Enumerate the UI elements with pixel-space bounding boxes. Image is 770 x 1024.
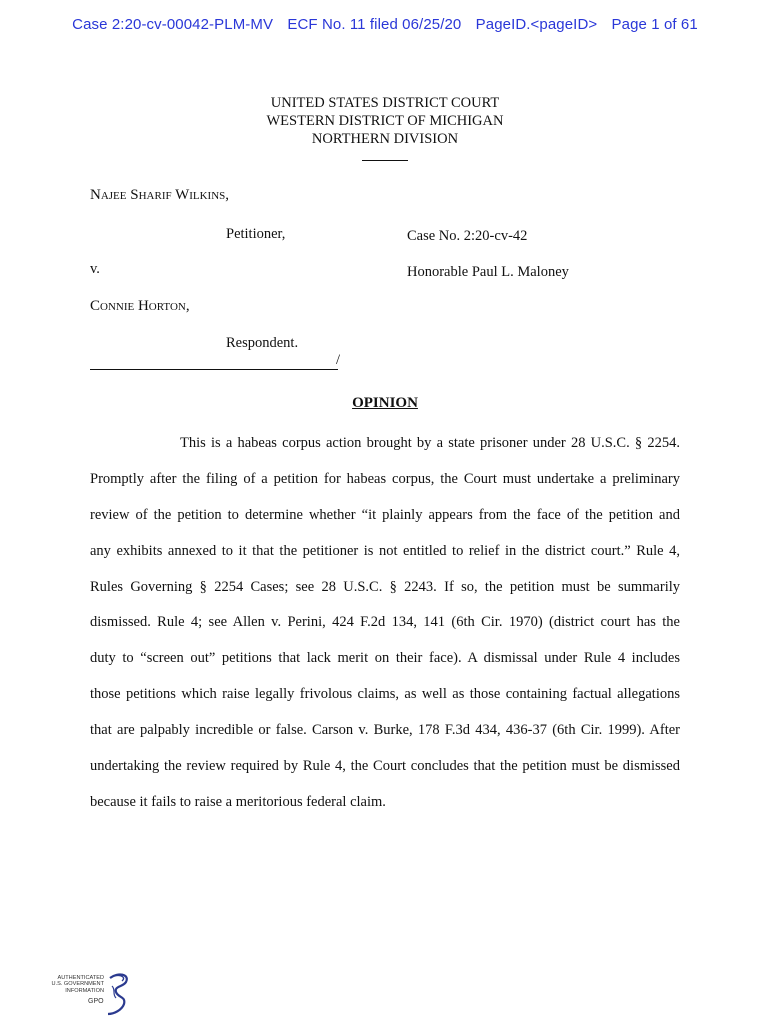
court-district: WESTERN DISTRICT OF MICHIGAN [266, 113, 504, 129]
versus-label: v. [90, 261, 100, 277]
gpo-logo-text [44, 975, 104, 994]
ecf-case-number: Case 2:20-cv-00042-PLM-MV [72, 16, 274, 33]
case-number: Case No. 2:20-cv-42 [407, 228, 528, 244]
respondent-name: Connie Horton, [90, 298, 190, 314]
opinion-line: This is a habeas corpus action brought by a state prisoner under 28 U.S.C. § 2254. [180, 435, 680, 451]
opinion-line: any exhibits annexed to it that the petitioner is not entitled to relief in the district court.” Rule 4, [90, 542, 680, 559]
gpo-eagle-icon [104, 972, 132, 1016]
caption-slash: / [336, 352, 341, 368]
ecf-pageid: PageID.<pageID> [475, 16, 598, 33]
heading-divider [362, 149, 408, 161]
opinion-line: review of the petition to determine whether “it plainly appears from the face of the petition and [90, 506, 680, 523]
ecf-number-filed: ECF No. 11 filed 06/25/20 [287, 16, 462, 33]
respondent-role: Respondent. [226, 335, 299, 351]
opinion-line: dismissed. Rule 4; see Allen v. Perini, 424 F.2d 134, 141 (6th Cir. 1970) (district court has the [90, 614, 680, 631]
opinion-line: Promptly after the filing of a petition for habeas corpus, the Court must undertake a preliminary [90, 470, 680, 487]
caption-signature-line [90, 352, 341, 370]
court-name: UNITED STATES DISTRICT COURT [270, 95, 500, 111]
gpo-authentication-logo [44, 972, 134, 1018]
ecf-page-count: Page 1 of 61 [611, 16, 698, 33]
opinion-line: those petitions which raise legally frivolous claims, as well as those containing factual allegations [90, 686, 680, 703]
court-heading [0, 94, 770, 166]
judge-name: Honorable Paul L. Maloney [407, 264, 569, 280]
court-division: NORTHERN DIVISION [311, 131, 459, 147]
gpo-text-line: AUTHENTICATED [57, 975, 104, 981]
opinion-line: that are palpably incredible or false. Carson v. Burke, 178 F.3d 434, 436-37 (6th Cir. 1999). After [90, 722, 680, 739]
gpo-label: GPO [88, 998, 104, 1005]
petitioner-role: Petitioner, [226, 226, 286, 242]
ecf-filing-header [0, 16, 770, 33]
opinion-title: OPINION [352, 395, 418, 411]
opinion-line: Rules Governing § 2254 Cases; see 28 U.S.C. § 2243. If so, the petition must be summarily [90, 578, 680, 595]
petitioner-name: Najee Sharif Wilkins, [90, 187, 230, 203]
gpo-text-line: U.S. GOVERNMENT [51, 981, 104, 988]
opinion-body [90, 426, 680, 821]
opinion-line: duty to “screen out” petitions that lack merit on their face). A dismissal under Rule 4 includes [90, 650, 680, 667]
gpo-text-line: INFORMATION [65, 987, 104, 994]
opinion-line: undertaking the review required by Rule 4, the Court concludes that the petition must be dismissed [90, 758, 680, 775]
opinion-line: because it fails to raise a meritorious federal claim. [90, 793, 386, 810]
